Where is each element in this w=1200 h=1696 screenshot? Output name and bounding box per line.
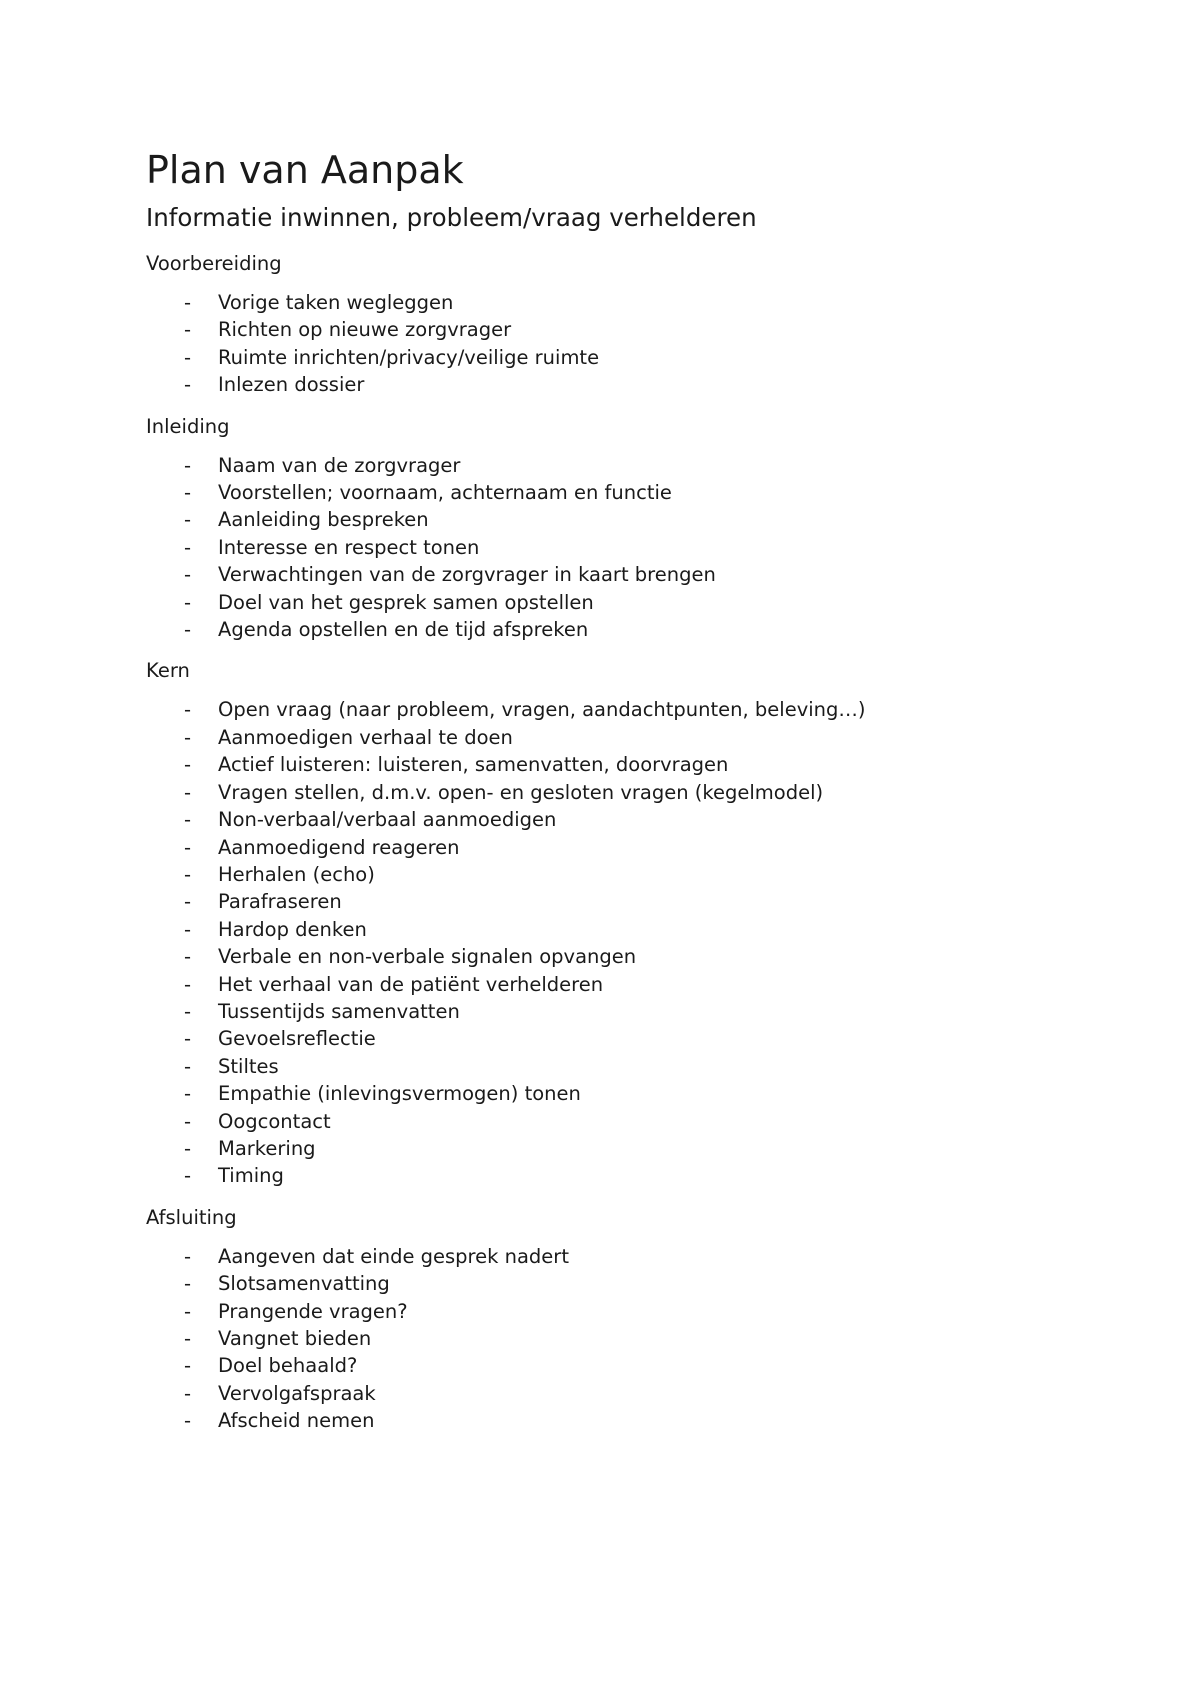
bullet-list xyxy=(146,1243,1106,1435)
list-item: - Ruimte inrichten/privacy/veilige ruimte xyxy=(146,344,1106,371)
list-item: - Oogcontact xyxy=(146,1108,1106,1135)
list-item: - Timing xyxy=(146,1162,1106,1189)
list-item: - Naam van de zorgvrager xyxy=(146,452,1106,479)
list-item: - Open vraag (naar probleem, vragen, aandachtpunten, beleving…) xyxy=(146,696,1106,723)
list-item: - Tussentijds samenvatten xyxy=(146,998,1106,1025)
list-item: - Non-verbaal/verbaal aanmoedigen xyxy=(146,806,1106,833)
list-item: - Slotsamenvatting xyxy=(146,1270,1106,1297)
page-subtitle: Informatie inwinnen, probleem/vraag verhelderen xyxy=(146,203,757,232)
list-item: - Vervolgafspraak xyxy=(146,1380,1106,1407)
list-item: - Aanmoedigen verhaal te doen xyxy=(146,724,1106,751)
list-item: - Actief luisteren: luisteren, samenvatten, doorvragen xyxy=(146,751,1106,778)
list-item: - Aanmoedigend reageren xyxy=(146,834,1106,861)
section-inleiding xyxy=(146,413,1106,644)
document-content xyxy=(146,148,1106,1435)
bullet-list xyxy=(146,289,1106,399)
list-item: - Prangende vragen? xyxy=(146,1298,1106,1325)
list-item: - Vragen stellen, d.m.v. open- en gesloten vragen (kegelmodel) xyxy=(146,779,1106,806)
list-item: - Herhalen (echo) xyxy=(146,861,1106,888)
section-heading: Voorbereiding xyxy=(146,252,282,275)
list-item: - Parafraseren xyxy=(146,888,1106,915)
list-item: - Interesse en respect tonen xyxy=(146,534,1106,561)
list-item: - Hardop denken xyxy=(146,916,1106,943)
list-item: - Het verhaal van de patiënt verhelderen xyxy=(146,971,1106,998)
section-afsluiting xyxy=(146,1204,1106,1435)
list-item: - Aanleiding bespreken xyxy=(146,506,1106,533)
section-heading: Inleiding xyxy=(146,414,230,438)
list-item: - Vangnet bieden xyxy=(146,1325,1106,1352)
list-item: - Verwachtingen van de zorgvrager in kaart brengen xyxy=(146,561,1106,588)
list-item: - Inlezen dossier xyxy=(146,371,1106,398)
section-heading: Kern xyxy=(146,659,190,683)
section-kern xyxy=(146,657,1106,1189)
list-item: - Vorige taken wegleggen xyxy=(146,289,1106,316)
page-title: Plan van Aanpak xyxy=(146,148,464,192)
list-item: - Afscheid nemen xyxy=(146,1407,1106,1434)
bullet-list xyxy=(146,696,1106,1189)
list-item: - Verbale en non-verbale signalen opvangen xyxy=(146,943,1106,970)
list-item: - Voorstellen; voornaam, achternaam en functie xyxy=(146,479,1106,506)
list-item: - Doel behaald? xyxy=(146,1352,1106,1379)
list-item: - Stiltes xyxy=(146,1053,1106,1080)
list-item: - Markering xyxy=(146,1135,1106,1162)
list-item: - Gevoelsreflectie xyxy=(146,1025,1106,1052)
list-item: - Doel van het gesprek samen opstellen xyxy=(146,589,1106,616)
section-voorbereiding xyxy=(146,250,1106,399)
list-item: - Agenda opstellen en de tijd afspreken xyxy=(146,616,1106,643)
sections-container xyxy=(146,250,1106,1435)
section-heading: Afsluiting xyxy=(146,1205,237,1229)
list-item: - Richten op nieuwe zorgvrager xyxy=(146,316,1106,343)
list-item: - Empathie (inlevingsvermogen) tonen xyxy=(146,1080,1106,1107)
list-item: - Aangeven dat einde gesprek nadert xyxy=(146,1243,1106,1270)
bullet-list xyxy=(146,452,1106,644)
